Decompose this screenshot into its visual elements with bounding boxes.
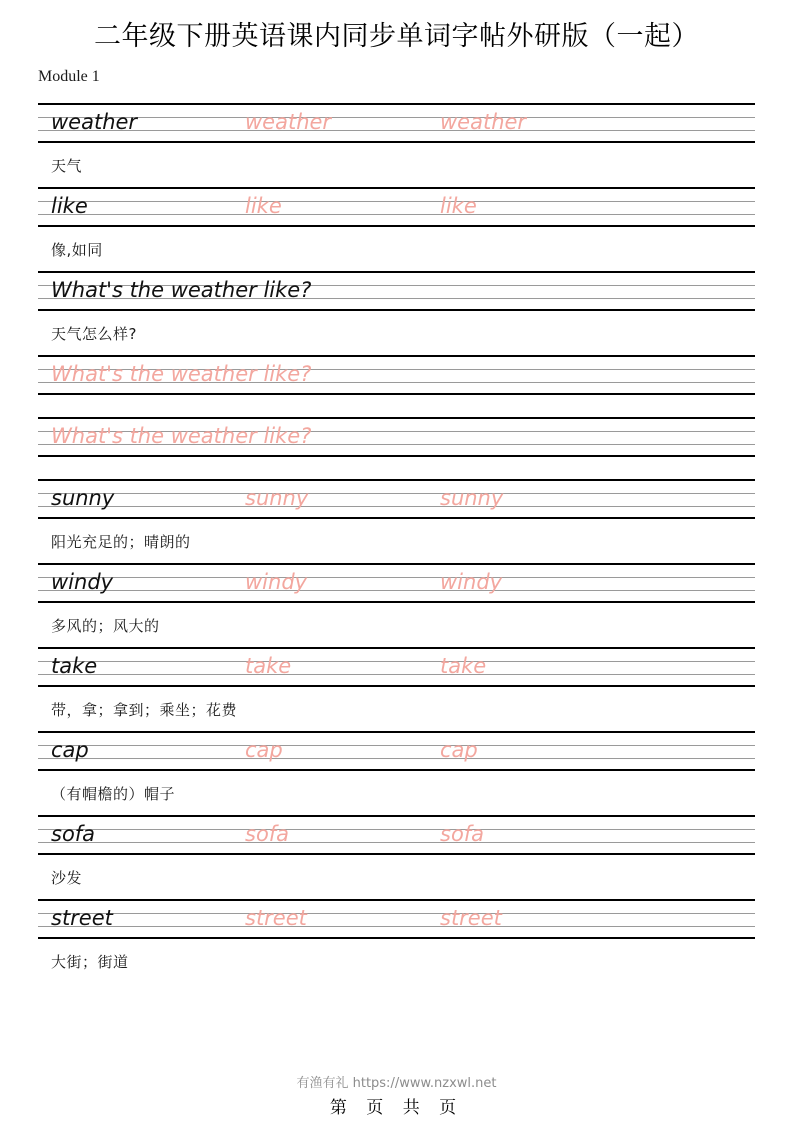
- word-model: cap: [51, 738, 89, 763]
- page-counter: 第 页 共 页: [329, 1098, 464, 1118]
- meaning-text: 像,如同: [51, 240, 103, 259]
- staff-slots: [38, 481, 755, 517]
- staff-slots: [38, 565, 755, 601]
- staff-slots: [38, 273, 755, 309]
- writing-staff[interactable]: [38, 417, 755, 457]
- writing-staff[interactable]: [38, 187, 755, 227]
- word-trace: take: [440, 654, 487, 679]
- word-trace: take: [245, 654, 292, 679]
- word-trace: cap: [440, 738, 478, 763]
- page-title: 二年级下册英语课内同步单词字帖外研版（一起）: [94, 21, 699, 52]
- meaning-text: 带，拿；拿到；乘坐；花费: [51, 700, 238, 719]
- meaning-text: 沙发: [51, 868, 83, 887]
- word-model: sunny: [51, 486, 115, 511]
- meaning-text: 天气怎么样?: [51, 324, 137, 343]
- word-trace: windy: [245, 570, 308, 595]
- word-model: like: [51, 194, 88, 219]
- word-trace: sofa: [245, 822, 290, 847]
- word-trace: weather: [245, 110, 332, 135]
- writing-staff[interactable]: [38, 103, 755, 143]
- writing-staff[interactable]: [38, 899, 755, 939]
- staff-slots: [38, 649, 755, 685]
- word-model: street: [51, 906, 113, 931]
- word-model: take: [51, 654, 98, 679]
- word-trace: like: [245, 194, 282, 219]
- word-trace: cap: [245, 738, 283, 763]
- meaning-text: （有帽檐的）帽子: [51, 784, 176, 803]
- module-label: Module 1: [38, 68, 100, 85]
- staff-slots: [38, 105, 755, 141]
- staff-slots: [38, 733, 755, 769]
- word-trace: street: [245, 906, 307, 931]
- staff-slots: [38, 419, 755, 455]
- meaning-text: 阳光充足的；晴朗的: [51, 532, 191, 551]
- site-credit: 有渔有礼 https://www.nzxwl.net: [296, 1076, 497, 1091]
- writing-staff[interactable]: [38, 355, 755, 395]
- staff-slots: [38, 817, 755, 853]
- meaning-text: 大街；街道: [51, 952, 129, 971]
- staff-slots: [38, 357, 755, 393]
- writing-staff[interactable]: [38, 479, 755, 519]
- word-trace: sofa: [440, 822, 485, 847]
- word-model: sofa: [51, 822, 96, 847]
- word-model: windy: [51, 570, 114, 595]
- word-trace: like: [440, 194, 477, 219]
- writing-staff[interactable]: [38, 647, 755, 687]
- word-trace: sunny: [245, 486, 309, 511]
- word-trace: weather: [440, 110, 527, 135]
- worksheet-body: [38, 103, 755, 983]
- word-trace: sunny: [440, 486, 504, 511]
- word-trace: windy: [440, 570, 503, 595]
- row-gap: [38, 395, 755, 417]
- staff-slots: [38, 189, 755, 225]
- sentence-model: What's the weather like?: [51, 278, 312, 303]
- staff-slots: [38, 901, 755, 937]
- meaning-text: 天气: [51, 156, 83, 175]
- sentence-trace: What's the weather like?: [51, 362, 312, 387]
- writing-staff[interactable]: [38, 731, 755, 771]
- writing-staff[interactable]: [38, 563, 755, 603]
- writing-staff[interactable]: [38, 271, 755, 311]
- meaning-text: 多风的；风大的: [51, 616, 160, 635]
- row-gap: [38, 457, 755, 479]
- writing-staff[interactable]: [38, 815, 755, 855]
- word-trace: street: [440, 906, 502, 931]
- sentence-trace: What's the weather like?: [51, 424, 312, 449]
- word-model: weather: [51, 110, 138, 135]
